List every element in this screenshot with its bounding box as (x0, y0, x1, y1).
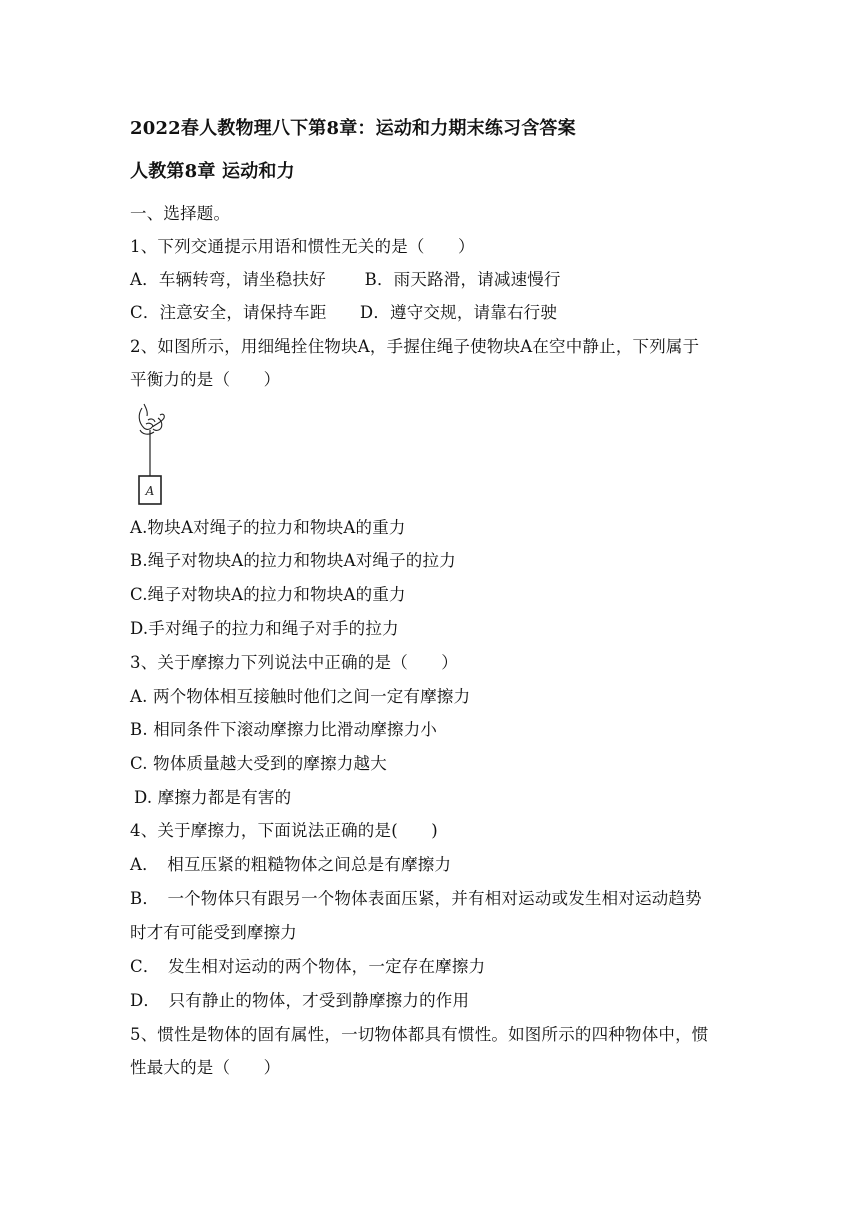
chapter-heading: 人教第8章 运动和力 (130, 161, 295, 182)
question-4-option-b-line-1: B． 一个物体只有跟另一个物体表面压紧，并有相对运动或发生相对运动趋势 (130, 889, 702, 908)
question-2-option-d: D.手对绳子的拉力和绳子对手的拉力 (130, 619, 399, 638)
question-3-option-c: C. 物体质量越大受到的摩擦力越大 (130, 754, 387, 773)
question-5-stem-line-1: 5、惯性是物体的固有属性，一切物体都具有惯性。如图所示的四种物体中，惯 (130, 1025, 709, 1044)
question-1-options-cd: C．注意安全，请保持车距 D．遵守交规，请靠右行驶 (130, 303, 558, 322)
question-1-options-ab: A．车辆转弯，请坐稳扶好 B．雨天路滑，请减速慢行 (130, 270, 561, 289)
document-title: 2022春人教物理八下第8章：运动和力期末练习含答案 (130, 118, 576, 139)
question-3-option-a: A. 两个物体相互接触时他们之间一定有摩擦力 (130, 687, 471, 706)
question-2-stem-line-2: 平衡力的是（ ） (130, 370, 281, 389)
block-a-label: A (145, 484, 155, 498)
hand-rope-block-figure (128, 400, 176, 510)
question-2-option-c: C.绳子对物块A的拉力和物块A的重力 (130, 585, 406, 604)
question-4-option-b-line-2: 时才有可能受到摩擦力 (130, 923, 297, 942)
hand-icon (139, 404, 164, 434)
question-2-stem-line-1: 2、如图所示，用细绳拴住物块A，手握住绳子使物块A在空中静止，下列属于 (130, 337, 700, 356)
question-3-stem: 3、关于摩擦力下列说法中正确的是（ ） (130, 653, 458, 672)
question-2-option-a: A.物块A对绳子的拉力和物块A的重力 (130, 518, 406, 537)
question-4-option-a: A． 相互压紧的粗糙物体之间总是有摩擦力 (130, 855, 452, 874)
question-4-stem: 4、关于摩擦力，下面说法正确的是( ) (130, 821, 438, 840)
question-5-stem-line-2: 性最大的是（ ） (130, 1058, 281, 1077)
question-4-option-d: D． 只有静止的物体，才受到静摩擦力的作用 (130, 991, 470, 1010)
question-4-option-c: C． 发生相对运动的两个物体，一定存在摩擦力 (130, 957, 486, 976)
question-1-stem: 1、下列交通提示用语和惯性无关的是（ ） (130, 237, 475, 256)
question-3-option-b: B. 相同条件下滚动摩擦力比滑动摩擦力小 (130, 720, 438, 739)
question-3-option-d: D. 摩擦力都是有害的 (134, 788, 292, 807)
section-heading: 一、选择题。 (130, 204, 231, 223)
question-2-option-b: B.绳子对物块A的拉力和物块A对绳子的拉力 (130, 551, 456, 570)
